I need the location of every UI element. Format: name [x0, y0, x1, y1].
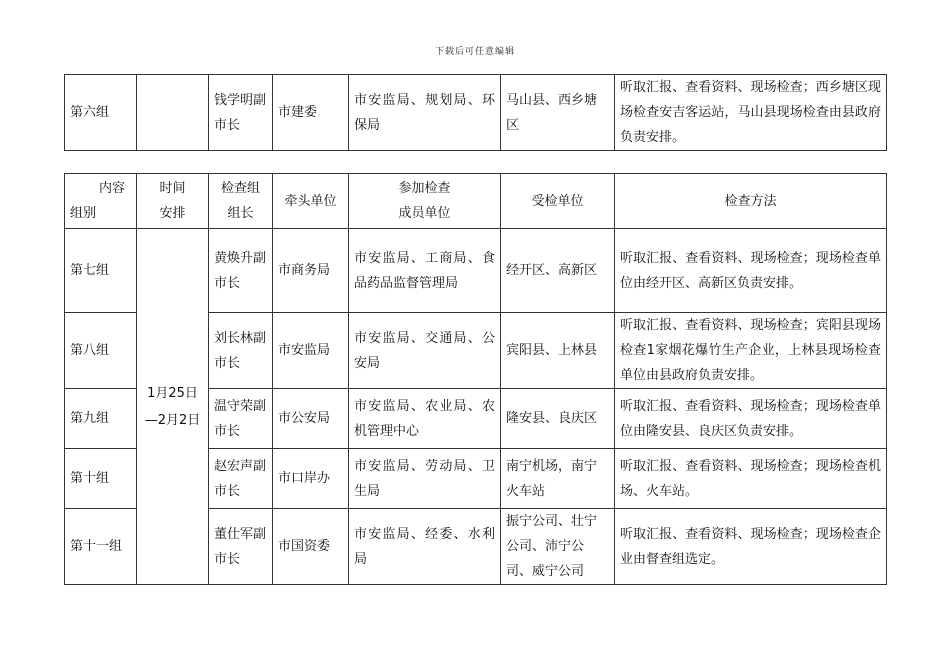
time-cell [137, 75, 209, 151]
schedule-table [64, 173, 887, 585]
table-row-group-6 [65, 75, 887, 151]
leader-cell: 温守荣副市长 [209, 389, 273, 449]
table-header-row [65, 174, 887, 229]
leader-cell: 钱学明副市长 [209, 75, 273, 151]
header-content-group [65, 174, 137, 229]
header-note: 下载后可任意编辑 [434, 47, 515, 57]
lead-unit-cell: 市国资委 [273, 509, 349, 585]
table-row [65, 229, 887, 313]
group-cell: 第七组 [65, 229, 137, 313]
leader-cell: 刘长林副市长 [209, 313, 273, 389]
members-cell: 市安监局、经委、水利局 [349, 509, 501, 585]
inspected-cell: 隆安县、良庆区 [501, 389, 615, 449]
group-cell: 第十一组 [65, 509, 137, 585]
header-time-line2: 安排 [159, 206, 186, 221]
inspected-cell: 南宁机场，南宁火车站 [501, 449, 615, 509]
lead-unit-cell: 市口岸办 [273, 449, 349, 509]
header-members-line1: 参加检查 [398, 181, 451, 196]
date-range: 1月25日—2月2日 [144, 385, 201, 428]
method-cell: 听取汇报、查看资料、现场检查；现场检查机场、火车站。 [615, 449, 887, 509]
members-cell: 市安监局、交通局、公安局 [349, 313, 501, 389]
header-content-label: 内容 [98, 181, 125, 196]
lead-unit-cell: 市安监局 [273, 313, 349, 389]
header-leader-line1: 检查组 [220, 181, 260, 196]
members-cell: 市安监局、劳动局、卫生局 [349, 449, 501, 509]
lead-unit-cell: 市公安局 [273, 389, 349, 449]
schedule-table-continuation [64, 74, 887, 151]
header-method: 检查方法 [615, 174, 887, 229]
members-cell: 市安监局、规划局、环保局 [349, 75, 501, 151]
header-leader-line2: 组长 [227, 206, 254, 221]
method-cell: 听取汇报、查看资料、现场检查；西乡塘区现场检查安吉客运站，马山县现场检查由县政府负责安排。 [615, 75, 887, 151]
inspected-cell: 振宁公司、壮宁公司、沛宁公司、威宁公司 [501, 509, 615, 585]
header-members-line2: 成员单位 [398, 206, 451, 221]
lead-unit-cell: 市商务局 [273, 229, 349, 313]
leader-cell: 赵宏声副市长 [209, 449, 273, 509]
method-cell: 听取汇报、查看资料、现场检查；现场检查单位由经开区、高新区负责安排。 [615, 229, 887, 313]
header-group-label: 组别 [70, 206, 97, 221]
method-cell: 听取汇报、查看资料、现场检查；现场检查单位由隆安县、良庆区负责安排。 [615, 389, 887, 449]
header-time-line1: 时间 [159, 181, 186, 196]
date-range-cell [137, 229, 209, 585]
inspected-cell: 经开区、高新区 [501, 229, 615, 313]
group-cell: 第十组 [65, 449, 137, 509]
members-cell: 市安监局、工商局、食品药品监督管理局 [349, 229, 501, 313]
inspected-cell: 宾阳县、上林县 [501, 313, 615, 389]
inspected-cell: 马山县、西乡塘区 [501, 75, 615, 151]
header-leader [209, 174, 273, 229]
method-cell: 听取汇报、查看资料、现场检查；现场检查企业由督查组选定。 [615, 509, 887, 585]
header-lead-unit: 牵头单位 [273, 174, 349, 229]
group-cell: 第八组 [65, 313, 137, 389]
lead-unit-cell: 市建委 [273, 75, 349, 151]
method-cell: 听取汇报、查看资料、现场检查；宾阳县现场检查1家烟花爆竹生产企业，上林县现场检查单位由县政府负责安排。 [615, 313, 887, 389]
members-cell: 市安监局、农业局、农机管理中心 [349, 389, 501, 449]
group-cell: 第九组 [65, 389, 137, 449]
header-time [137, 174, 209, 229]
leader-cell: 董仕军副市长 [209, 509, 273, 585]
header-inspected: 受检单位 [501, 174, 615, 229]
group-cell: 第六组 [65, 75, 137, 151]
header-members [349, 174, 501, 229]
leader-cell: 黄焕升副市长 [209, 229, 273, 313]
